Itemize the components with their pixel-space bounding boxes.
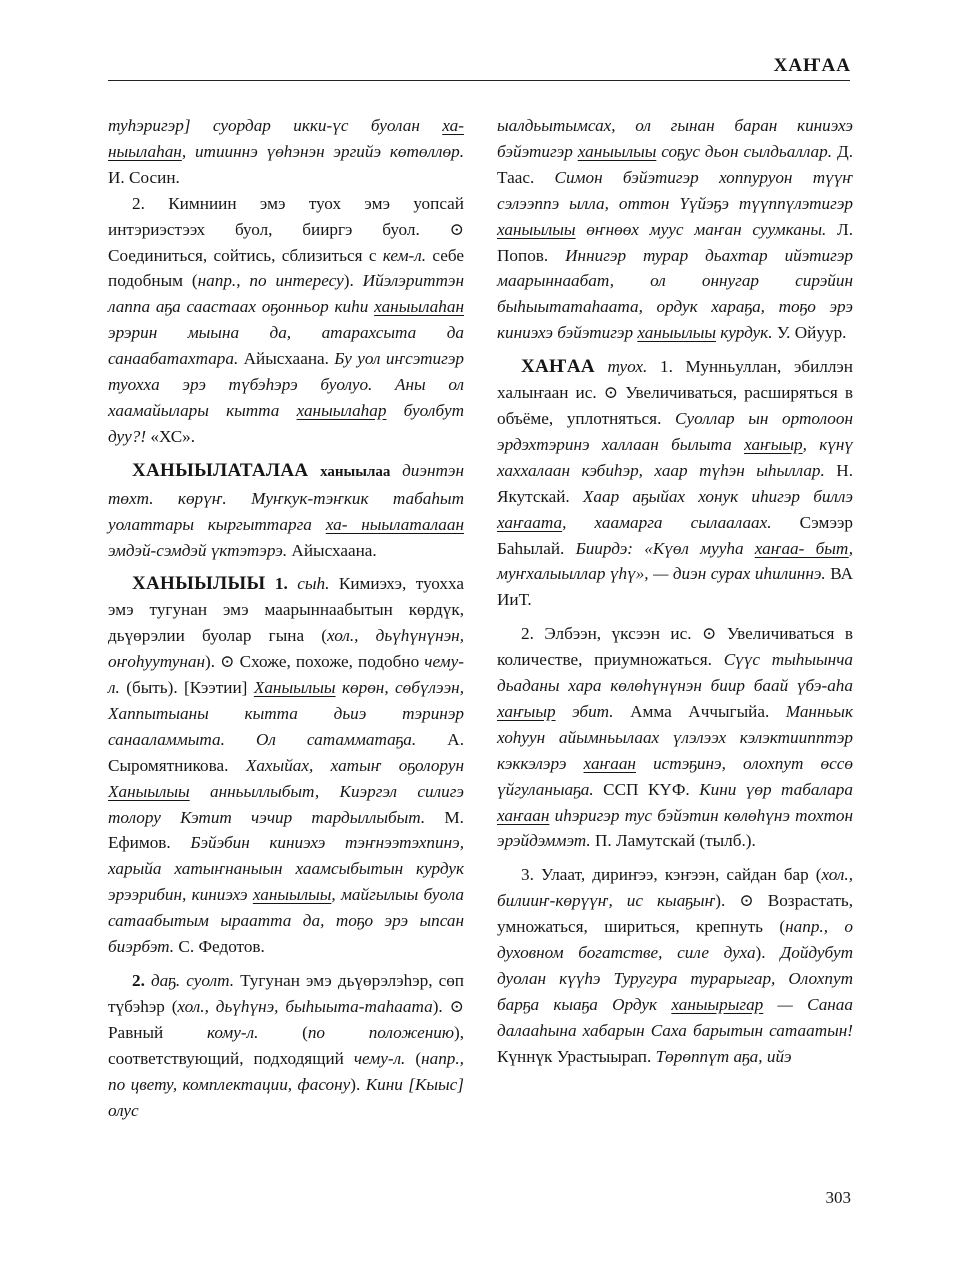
source-citation: Айысхаана. xyxy=(287,540,377,560)
text: 2. Кимниин эмэ туох эмэ уопсай интэриэстээх буол, бииргэ буол. ⊙ Соединиться, сойтись, сблизиться с xyxy=(108,193,464,265)
text-italic: Хаар аҕыйах хонук иһигэр биллэ xyxy=(582,486,854,506)
source-citation: Сэмээр Баһылай. xyxy=(497,512,853,558)
text-italic: Бэйэбин киниэхэ тэҥнээтэхпинэ, харыйа хатыҥнаныын хаамсыбытын курдук эрээрибин, киниэхэ xyxy=(108,833,464,905)
text-italic: Дойдубут дуолан күүһэ Туругура турарыгар, Олохпут барҕа кыаҕа Ордук xyxy=(497,943,853,1014)
text-italic: кому-л. xyxy=(206,1022,259,1042)
dictionary-entry xyxy=(497,354,853,613)
sense-number: 1. xyxy=(274,574,288,594)
underlined-example: ханыылыы xyxy=(497,219,576,239)
text: 3. Улаат, дириҥээ, кэҥээн, сайдан бар ( xyxy=(521,865,822,885)
underlined-example: хаҥаа- быт xyxy=(754,538,849,558)
underlined-example: ханыырыгар xyxy=(671,994,764,1014)
header-rule xyxy=(108,80,850,81)
text-italic: көрөн, сөбүлээн, Хаппытыаны кытта дьиэ тэринэр санааламмыта. Ол сатамматаҕа. xyxy=(108,678,464,749)
text: Кимиэхэ, туохха эмэ тугунан эмэ маарыннаабытын көрдүк, дьүөрэлии буолар гына ( xyxy=(108,574,465,646)
text-italic: курдук. xyxy=(715,323,773,343)
headword: ХАНЫЫЛЫЫ xyxy=(132,573,266,595)
underlined-example: ханыылыы xyxy=(637,323,716,343)
entry-paragraph xyxy=(497,621,853,854)
text: ). ⊙ Схоже, похоже, подобно xyxy=(205,652,425,672)
text-italic: Симон бэйэтигэр хоппуруон түүҥ сэлээппэ ылла, оттон Үүйэҕэ түүппүлэтигэр xyxy=(497,167,853,213)
underlined-example: ха- ныылаталаан xyxy=(325,514,464,534)
part-of-speech: туох. xyxy=(607,357,648,377)
text: ). xyxy=(350,1074,366,1094)
text: ). xyxy=(343,271,363,291)
text: Тугунан эмэ дьүөрэлэһэр, сөп түбэһэр ( xyxy=(108,971,464,1016)
source-citation: Л. Попов. xyxy=(497,219,853,265)
text-italic: Төрөппүт аҕа, ийэ xyxy=(655,1046,792,1066)
entry-paragraph xyxy=(497,862,853,1069)
text-italic: напр., по интересу xyxy=(197,271,344,291)
text-italic: Биирдэ: «Күөл мууһа xyxy=(575,538,755,558)
sense-number: 2. xyxy=(132,971,145,990)
text-italic: , муҥхалыыллар үһү», — диэн сурах иһилиннэ. xyxy=(497,538,853,584)
source-citation: ССП КҮФ. xyxy=(593,779,700,799)
right-column xyxy=(497,113,853,1070)
text-italic: Иннигэр турар дьахтар ийэтигэр маарыннаабат, ол оннугар сирэйин быһыытатаһаата, ордук хараҕа, тоҕо эрэ киниэхэ бэйэтигэр xyxy=(497,245,853,343)
left-column xyxy=(108,113,464,1123)
text-italic: , күнү хаххалаан кэбиһэр, хаар түһэн ыһыллар. xyxy=(497,434,853,480)
text-italic: Бу уол иҥсэтигэр туоххa эрэ түбэһэрэ буолуо. Аны ол хаамайылары кытта xyxy=(108,349,464,420)
underlined-example: ханыылыы xyxy=(577,141,657,161)
text-italic: , хаамарга сылаалаах. xyxy=(562,512,772,532)
text-italic: өҥнөөх муус маҥан суумканы. xyxy=(575,219,827,239)
text: ). ⊙ Возрастать, умножаться, шириться, крепнуть ( xyxy=(497,891,853,937)
text-italic: хол., дьүһүнэ, быһыыта-таһаата xyxy=(177,996,433,1016)
text-italic: эрэрин мыына да, атарахсыта да санаабатахтара. xyxy=(108,323,464,369)
text-italic: Кини [Кыыс] олус xyxy=(108,1074,464,1120)
underlined-example: ханыылаһан xyxy=(374,297,464,317)
text-italic: хол., билииҥ-көрүүҥ, ис кыаҕыҥ xyxy=(497,865,853,911)
entry-paragraph xyxy=(108,968,464,1123)
page-number: 303 xyxy=(825,1188,851,1207)
text: (быть). [Кээтии] xyxy=(119,678,254,698)
source-citation: Күннүк Урастыырап. xyxy=(497,1046,656,1066)
source-citation: И. Сосин. xyxy=(108,167,180,187)
text-italic: Кини үөр табалара xyxy=(699,779,853,799)
text-italic: Хахыйах, хатыҥ оҕолорун xyxy=(245,755,464,775)
underlined-example: хаҥыыр xyxy=(497,701,556,721)
text-italic: напр., о духовном богатстве, силе духа xyxy=(497,917,854,963)
headword: ХАНЫЫЛАТАЛАА xyxy=(132,459,309,481)
entry-paragraph xyxy=(108,191,464,450)
source-citation: Д. Таас. xyxy=(497,141,853,187)
text-italic: буолбут дуу?! xyxy=(108,400,464,446)
text-italic: эмдэй-сэмдэй үктэтэрэ. xyxy=(108,540,288,560)
text-italic: по положению xyxy=(307,1022,454,1042)
underlined-example: Ханыылыы xyxy=(108,781,190,801)
running-head: ХАҤАА xyxy=(773,55,851,76)
text: ). xyxy=(755,943,781,963)
text-italic: напр., по цвету, комплектации, фасону xyxy=(108,1048,464,1094)
text-italic: ыалдьытымсах, ол гынан баран киниэхэ бэйэтигэр xyxy=(497,116,853,161)
source-citation: У. Ойуур. xyxy=(772,323,847,343)
text-italic: соҕус дьон сылдьаллар. xyxy=(656,141,833,161)
text-italic: истэҕинэ, олохпут өссө үйгуланыаҕа. xyxy=(497,753,853,799)
source-citation: Н. Якутскай. xyxy=(497,460,853,506)
text-italic: диэнтэн төхт. xyxy=(108,460,464,508)
text-italic: көрүҥ. Муҥкук-тэҥкик табаһыт уолаттары кыргыттарга xyxy=(108,488,464,534)
text-italic: — Санаа далааһына хабарын Саха барытын сатаатын! xyxy=(497,994,853,1040)
headword-reference: ханыылаа xyxy=(320,463,391,480)
text-italic: Суоллар ын ортолоон эрдэхтэринэ халлаан былыта xyxy=(497,408,853,454)
text-italic: Ийэлэриттэн лаппа аҕа саастаах оҕонньор киһи xyxy=(108,271,465,317)
part-of-speech: даҕ. суолт. xyxy=(150,971,234,990)
source-citation: С. Федотов. xyxy=(174,937,265,957)
source-citation: «ХС». xyxy=(146,426,196,446)
underlined-example: Ханыылыы xyxy=(253,678,336,698)
underlined-example: хаҥаата xyxy=(497,512,563,532)
source-citation: Амма Аччыгыйа. xyxy=(613,701,786,721)
text: ), соответствующий, подходящий xyxy=(108,1022,464,1068)
part-of-speech: сыһ. xyxy=(297,574,330,594)
text-italic: эбит. xyxy=(555,701,614,721)
source-citation: Айысхаана. xyxy=(238,349,335,369)
dictionary-entry xyxy=(108,571,464,960)
text-italic: Сүүс тыһыынча дьаданы хара көлөһүнүнэн биир баай үбэ-аһа xyxy=(497,650,853,696)
text-italic: туһэригэр] суордар икки-үс буолан xyxy=(108,116,443,135)
underlined-example: ха- ныылаһан xyxy=(108,116,464,161)
underlined-example: хаҥаан xyxy=(583,753,636,773)
headword: ХАҤАА xyxy=(521,356,595,378)
underlined-example: хаҥыыр xyxy=(744,434,803,454)
text: ( xyxy=(258,1022,308,1042)
text-italic: , итииннэ үөһэнэн эргийэ көтөллөр. xyxy=(181,141,464,161)
text-italic: чему-л. xyxy=(108,652,464,698)
text: 1. Мунньуллан, эбиллэн халыҥаан ис. ⊙ Увеличиваться, расширяться в объёме, уплотняться. xyxy=(497,357,853,428)
source-citation: А. Сыромятникова. xyxy=(108,729,464,775)
text-italic: анньыллыбыт, Киэргэл силигэ толору Кэтит чэчир тардыллыбыт. xyxy=(108,781,464,827)
underlined-example: ханыылаһар xyxy=(296,400,387,420)
entry-paragraph xyxy=(497,113,853,346)
text: ( xyxy=(405,1048,422,1068)
entry-paragraph xyxy=(108,113,464,191)
text-italic: кем-л. xyxy=(382,245,427,265)
text-italic: иһэригэр тус бэйэтин көлөһүнэ тохтон эрэйдэммэт. xyxy=(497,805,853,851)
text: ). ⊙ Равный xyxy=(108,996,465,1042)
underlined-example: хаҥаан xyxy=(497,805,550,825)
source-citation: М. Ефимов. xyxy=(108,807,464,853)
dictionary-entry xyxy=(108,458,464,564)
text: 2. Элбээн, үксээн ис. ⊙ Увеличиваться в количестве, приумножаться. xyxy=(497,624,853,670)
underlined-example: ханыылыы xyxy=(252,885,332,905)
source-citation: ВА ИиТ. xyxy=(497,564,853,610)
source-citation: П. Ламутскай (тылб.). xyxy=(590,831,756,851)
text: себе подобным ( xyxy=(108,245,464,291)
text-italic: чему-л. xyxy=(353,1048,406,1068)
text-italic: , майгылыы буола сатаабытым ыраатта да, тоҕо эрэ ыпсан биэрбэт. xyxy=(108,885,464,957)
text-italic: хол., дьүһүнүнэн, оҥоһуутунан xyxy=(108,626,464,672)
text-italic: Манньык хоһуун айымньылаах үлэлээх кэлэктиипптэр кэккэлэрэ xyxy=(497,701,853,773)
